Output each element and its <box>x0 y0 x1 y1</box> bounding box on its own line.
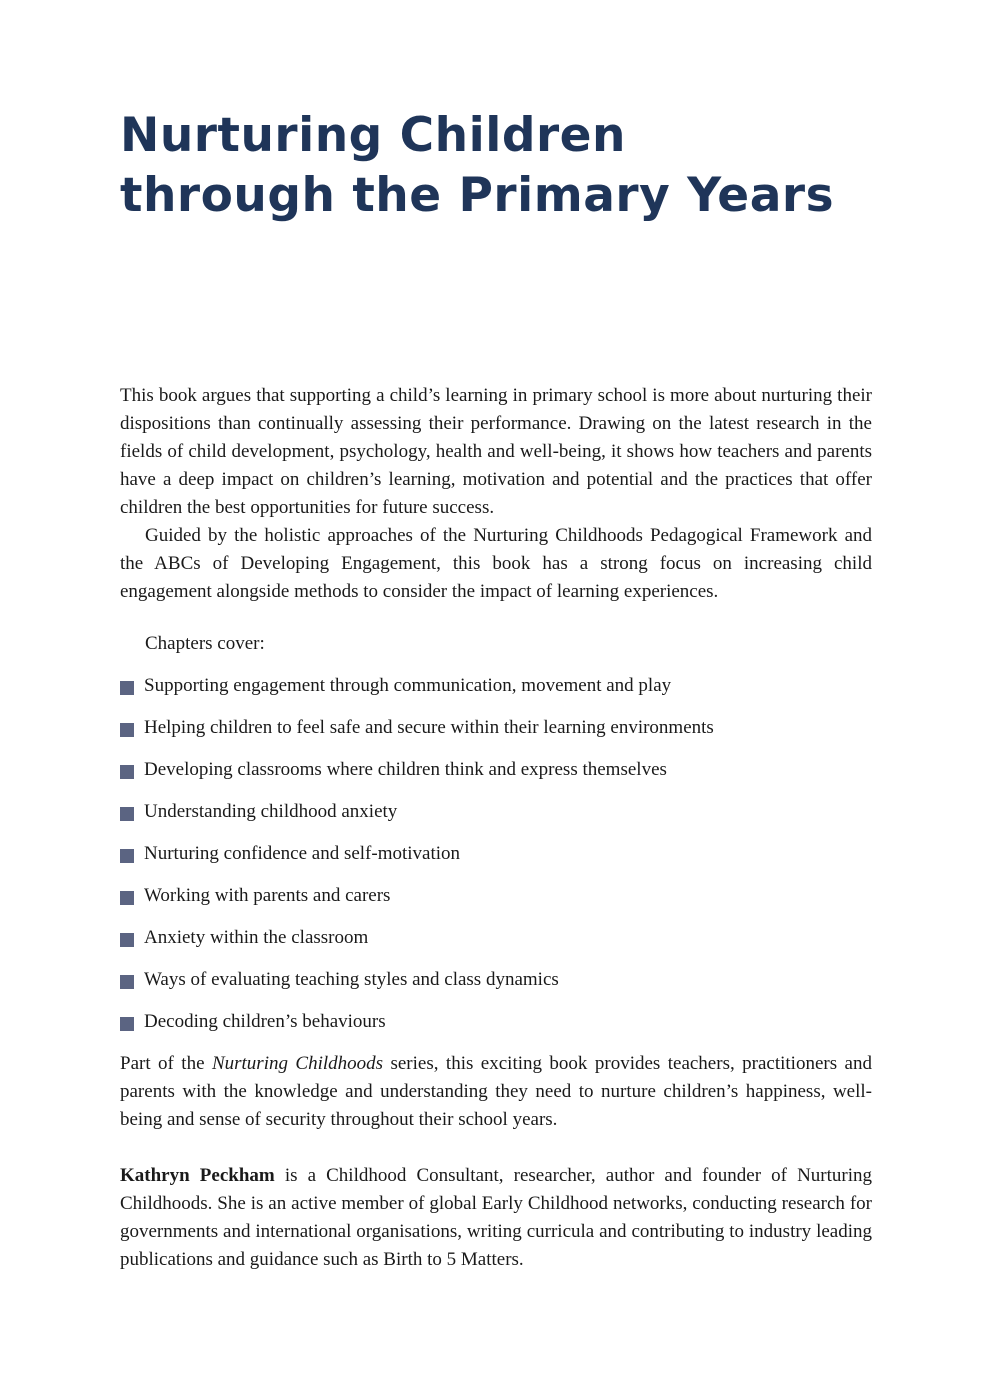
series-name: Nurturing Childhoods <box>211 1053 384 1074</box>
square-bullet-icon <box>120 891 134 905</box>
square-bullet-icon <box>120 933 134 947</box>
title-line-2: through the Primary Years <box>120 168 835 223</box>
chapter-label: Understanding childhood anxiety <box>144 801 398 822</box>
chapter-label: Working with parents and carers <box>144 885 391 906</box>
author-name: Kathryn Peckham <box>120 1165 275 1186</box>
book-title <box>120 106 834 226</box>
author-bio-paragraph <box>120 1162 872 1274</box>
chapter-label: Helping children to feel safe and secure within their learning environments <box>144 717 714 738</box>
framework-paragraph: Guided by the holistic approaches of the Nurturing Childhoods Pedagogical Framework and the ABCs of Developing Engagement, this book has a strong focus on increasing child engagement alongside methods to consider the impact of learning experiences. <box>120 525 872 602</box>
square-bullet-icon <box>120 975 134 989</box>
square-bullet-icon <box>120 723 134 737</box>
author-bio: is a Childhood Consultant, researcher, author and founder of Nurturing Childhoods. She is an active member of global Early Childhood networks, conducting research for governments and international organisations, writing curricula and contributing to industry leading publications and guidance such as Birth to 5 Matters. <box>120 1165 873 1270</box>
chapter-label: Developing classrooms where children think and express themselves <box>144 759 667 780</box>
square-bullet-icon <box>120 849 134 863</box>
chapter-label: Supporting engagement through communication, movement and play <box>144 675 672 696</box>
series-prefix: Part of the <box>120 1053 212 1074</box>
chapter-label: Anxiety within the classroom <box>144 927 369 948</box>
intro-paragraph: This book argues that supporting a child’s learning in primary school is more about nurturing their dispositions than continually assessing their performance. Drawing on the latest research in the fields of child development, psychology, health and well-being, it shows how teachers and parents have a deep impact on children’s learning, motivation and potential and the practices that offer children the best opportunities for future success. <box>120 385 872 518</box>
square-bullet-icon <box>120 1017 134 1031</box>
chapters-heading: Chapters cover: <box>145 633 265 654</box>
chapter-label: Nurturing confidence and self-motivation <box>144 843 461 864</box>
title-line-1: Nurturing Children <box>120 108 626 163</box>
chapter-label: Ways of evaluating teaching styles and class dynamics <box>144 969 559 990</box>
chapter-label: Decoding children’s behaviours <box>144 1011 386 1032</box>
series-paragraph <box>120 1050 872 1134</box>
square-bullet-icon <box>120 765 134 779</box>
square-bullet-icon <box>120 681 134 695</box>
square-bullet-icon <box>120 807 134 821</box>
series-description: series, this exciting book provides teachers, practitioners and parents with the knowledge and understanding they need to nurture children’s happiness, well-being and sense of security throughout their school years. <box>120 1053 872 1130</box>
